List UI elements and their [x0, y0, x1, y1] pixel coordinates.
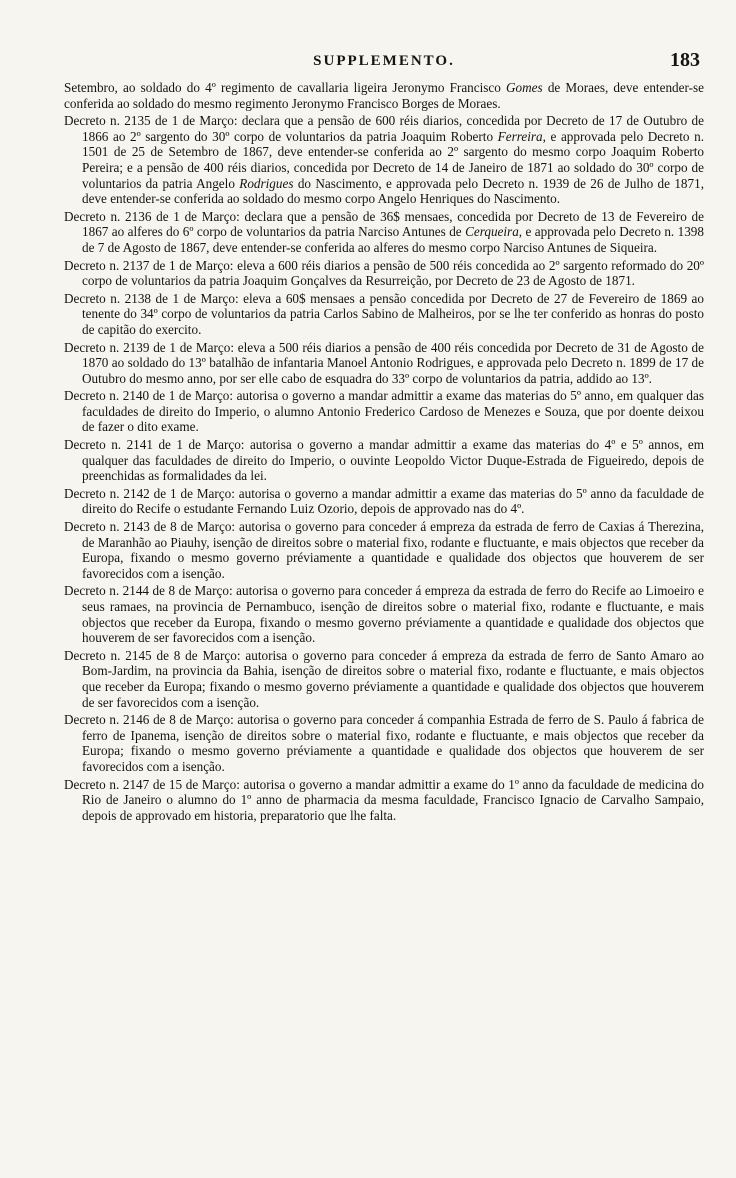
- decree-entry: [64, 777, 704, 824]
- entry-text: Decreto n. 2139 de 1 de Março: eleva a 500 réis diarios a pensão de 400 réis concedida por Decreto de 31 de Agosto de 1870 ao soldado do 13º batalhão de infantaria Manoel Antonio Rodrigues, e approvada pelo Decreto n. 1899 de 17 de Outubro do mesmo anno, por ser elle cabo de esquadra do 33º corpo de voluntarios da patria, addido ao 13º.: [64, 339, 704, 386]
- decree-entry: [64, 648, 704, 710]
- entry-text: do Nascimento, e approvada pelo Decreto n. 1939 de 26 de Julho de 1871, deve entender-se conferida ao soldado do mesmo corpo Angelo Henriques do Nascimento.: [82, 175, 704, 207]
- decree-entry: [64, 583, 704, 645]
- page-number: 183: [670, 49, 700, 71]
- italic-name: Cerqueira: [465, 224, 519, 240]
- entry-text: Decreto n. 2136 de 1 de Março: declara que a pensão de 36$ mensaes, concedida por Decreto de 13 de Fevereiro de 1867 ao alferes do 6º corpo de voluntarios da patria Narciso Antunes de: [64, 208, 704, 240]
- entry-text: Decreto n. 2147 de 15 de Março: autorisa o governo a mandar admittir a exame do 1º anno da faculdade de medicina do Rio de Janeiro o alumno do 1º anno de pharmacia da mesma faculdade, Francisco Ignacio de Carvalho Sampaio, depois de approvado em historia, preparatorio que lhe falta.: [64, 776, 704, 823]
- running-head-title: SUPPLEMENTO.: [313, 53, 455, 69]
- entry-text: Setembro, ao soldado do 4º regimento de cavallaria ligeira Jeronymo Francisco: [64, 80, 507, 95]
- entry-text: Decreto n. 2141 de 1 de Março: autorisa o governo a mandar admittir a exame das materias do 4º e 5º annos, em qualquer das faculdades de direito do Imperio, o ouvinte Leopoldo Victor Duque-Estrada de Figueiredo, depois de preenchidas as formalidades da lei.: [64, 437, 704, 484]
- decree-entry: [64, 486, 704, 517]
- decree-entry: [64, 388, 704, 435]
- entry-text: de Moraes, deve entender-se conferida ao soldado do mesmo regimento Jeronymo Francisco Borges de Moraes.: [64, 80, 704, 111]
- entry-text: Decreto n. 2138 de 1 de Março: eleva a 60$ mensaes a pensão concedida por Decreto de 27 de Fevereiro de 1869 ao tenente do 34º corpo de voluntarios da patria Carlos Sabino de Malheiros, por se lhe ter conferido as honras do posto de capitão do exercito.: [64, 290, 704, 337]
- entry-text: Decreto n. 2137 de 1 de Março: eleva a 600 réis diarios a pensão de 500 réis concedida ao 2º sargento reformado do 20º corpo de voluntarios da patria Joaquim Gonçalves da Resurreição, por Decreto de 23 de Agosto de 1871.: [64, 257, 704, 289]
- decree-entry: [64, 291, 704, 338]
- decree-entry: [64, 340, 704, 387]
- entry-text: Decreto n. 2146 de 8 de Março: autorisa o governo para conceder á companhia Estrada de ferro de S. Paulo á fabrica de ferro de Ipanema, isenção de direitos sobre o material fixo, rodante e fluctuante, e mais objectos que receber da Europa; fixando o mesmo governo préviamente a quantidade e qualidade dos objectos que houverem de ser favorecidos com a isenção.: [64, 712, 704, 774]
- continued-paragraph: [64, 80, 704, 111]
- decree-list: [64, 80, 704, 823]
- entry-text: Decreto n. 2145 de 8 de Março: autorisa o governo para conceder á empreza da estrada de ferro de Santo Amaro ao Bom-Jardim, na provincia da Bahia, isenção de direitos sobre o material fixo, rodante e fluctuante, e mais objectos que receber da Europa; fixando o mesmo governo préviamente a quantidade e qualidade dos objectos que houverem de ser favorecidos com a isenção.: [64, 647, 704, 710]
- italic-name: Rodrigues: [239, 175, 294, 191]
- running-head: [64, 49, 704, 74]
- entry-text: Decreto n. 2140 de 1 de Março: autorisa o governo a mandar admittir a exame das materias do 5º anno, em qualquer das faculdades de direito do Imperio, o alumno Antonio Frederico Cardoso de Menezes e Souza, que por doente deixou de fazer o dito exame.: [64, 388, 704, 435]
- entry-text: Decreto n. 2135 de 1 de Março: declara que a pensão de 600 réis diarios, concedida por Decreto de 17 de Outubro de 1866 ao 2º sargento do 30º corpo de voluntarios da patria Joaquim Roberto: [64, 113, 704, 144]
- entry-text: Decreto n. 2144 de 8 de Março: autorisa o governo para conceder á empreza da estrada de ferro do Recife ao Limoeiro e seus ramaes, na provincia de Pernambuco, isenção de direitos sobre o material fixo, rodante e fluctuante, e mais objectos que receber da Europa, fixando o mesmo governo préviamente a quantidade e qualidade dos objectos que houverem de ser favorecidos com a isenção.: [64, 583, 704, 646]
- entry-text: Decreto n. 2142 de 1 de Março: autorisa o governo a mandar admittir a exame das materias do 5º anno da faculdade de direito do Recife o estudante Fernando Luiz Ozorio, depois de approvado nas do 4º.: [64, 485, 704, 517]
- decree-entry: [64, 437, 704, 484]
- entry-text: , e approvada pelo Decreto n. 1501 de 25 de Setembro de 1867, deve entender-se conferida ao 2º sargento do mesmo corpo Joaquim Roberto Pereira; e a pensão de 400 réis diarios, concedida por Decreto de 14 de Janeiro de 1871 ao soldado do 30º corpo de voluntarios da patria Angelo: [82, 128, 704, 191]
- italic-name: Gomes: [506, 80, 543, 95]
- decree-entry: [64, 258, 704, 289]
- decree-entry: [64, 209, 704, 256]
- decree-entry: [64, 712, 704, 774]
- entry-text: , e approvada pelo Decreto n. 1398 de 7 de Agosto de 1867, deve entender-se conferida ao alferes do mesmo corpo Narciso Antunes de Siqueira.: [82, 224, 704, 255]
- decree-entry: [64, 113, 704, 207]
- entry-text: Decreto n. 2143 de 8 de Março: autorisa o governo para conceder á empreza da estrada de ferro de Caxias á Therezina, de Maranhão ao Piauhy, isenção de direitos sobre o material fixo, rodante e fluctuante, e mais objectos que receber da Europa, fixando o mesmo governo préviamente a quantidade e qualidade dos objectos que houverem de ser favorecidos com a isenção.: [64, 519, 704, 581]
- decree-entry: [64, 519, 704, 581]
- italic-name: Ferreira: [497, 128, 543, 144]
